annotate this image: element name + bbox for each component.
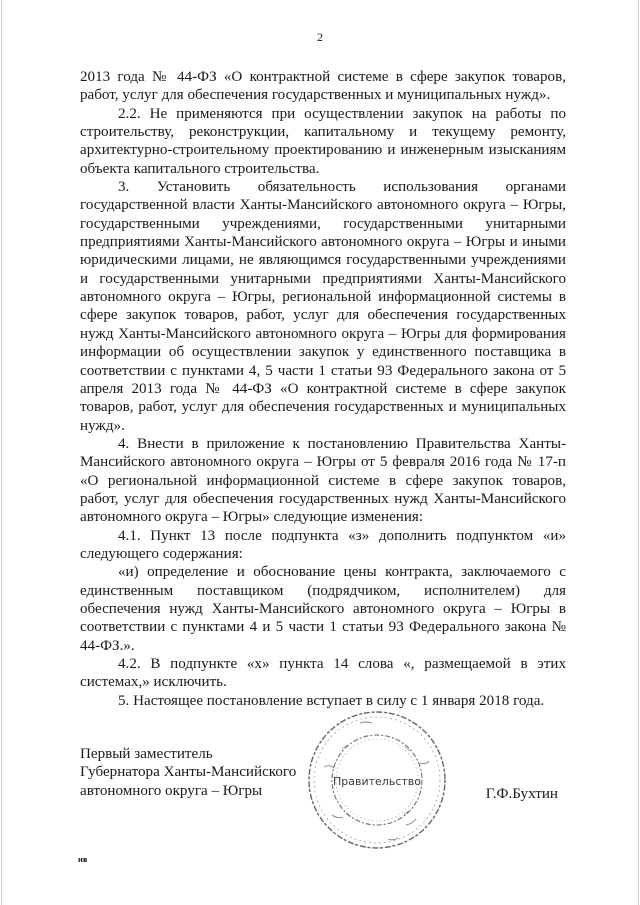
footer-initials: нв	[78, 856, 88, 864]
paragraph-quoted-subclause: «и) определение и обоснование цены контракта, заключаемого с единственным поставщиком (подрядчиком, исполнителем) для обеспечения нужд Ханты-Мансийского автономного округа – Югры в соответствии с пунктами 4 и 5 части 1 статьи 93 Федерального закона № 44-ФЗ.».	[80, 564, 566, 654]
signer-position-line: Первый заместитель	[80, 746, 213, 762]
paragraph-continuation: 2013 года № 44-ФЗ «О контрактной системе в сфере закупок товаров, работ, услуг для обеспечения государственных и муниципальных нужд».	[80, 69, 566, 104]
page-number: 2	[317, 30, 323, 44]
scan-border-left	[1, 0, 2, 905]
paragraph-2-2: 2.2. Не применяются при осуществлении закупок на работы по строительству, реконструкции, капитальному и текущему ремонту, архитектурно-строительному проектированию и инженерным изысканиям объекта капитального строительства.	[80, 105, 566, 177]
paragraph-4-2: 4.2. В подпункте «х» пункта 14 слова «, размещаемой в этих системах,» исключить.	[80, 656, 566, 691]
signer-name: Г.Ф.Бухтин	[485, 786, 558, 802]
paragraph-4-1: 4.1. Пункт 13 после подпункта «з» дополнить подпунктом «и» следующего содержания:	[80, 527, 566, 562]
signer-position-line: Губернатора Ханты-Мансийского	[80, 764, 297, 781]
signature-block	[80, 745, 566, 815]
seal-label: Правительство	[333, 775, 421, 788]
document-body	[80, 68, 566, 710]
scan-border-right	[638, 0, 639, 905]
signer-position	[80, 745, 296, 800]
paragraph-3: 3. Установить обязательность использования органами государственной власти Ханты-Мансийского автономного округа – Югры, государственными учреждениями, государственными унитарными предприятиями Ханты-Мансийского автономного округа – Югры и иными юридическими лицами, не являющимся государственными учреждениями и государственными унитарными предприятиями Ханты-Мансийского автономного округа – Югры, региональной информационной системы в сфере закупок товаров, работ, услуг для обеспечения государственных нужд Ханты-Мансийского автономного округа – Югры для формирования информации об осуществлении закупок у единственного поставщика в соответствии с пунктами 4, 5 части 1 статьи 93 Федерального закона от 5 апреля 2013 года № 44-ФЗ «О контрактной системе в сфере закупок товаров, работ, услуг для обеспечения государственных и муниципальных нужд».	[80, 179, 566, 434]
signer-position-line: автономного округа – Югры	[80, 782, 263, 799]
paragraph-5: 5. Настоящее постановление вступает в силу с 1 января 2018 года.	[118, 692, 545, 709]
paragraph-4: 4. Внести в приложение к постановлению Правительства Ханты-Мансийского автономного округа – Югры от 5 февраля 2016 года № 17-п «О региональной информационной системе в сфере закупок товаров, работ, услуг для обеспечения государственных нужд Ханты-Мансийского автономного округа – Югры» следующие изменения:	[80, 435, 566, 526]
